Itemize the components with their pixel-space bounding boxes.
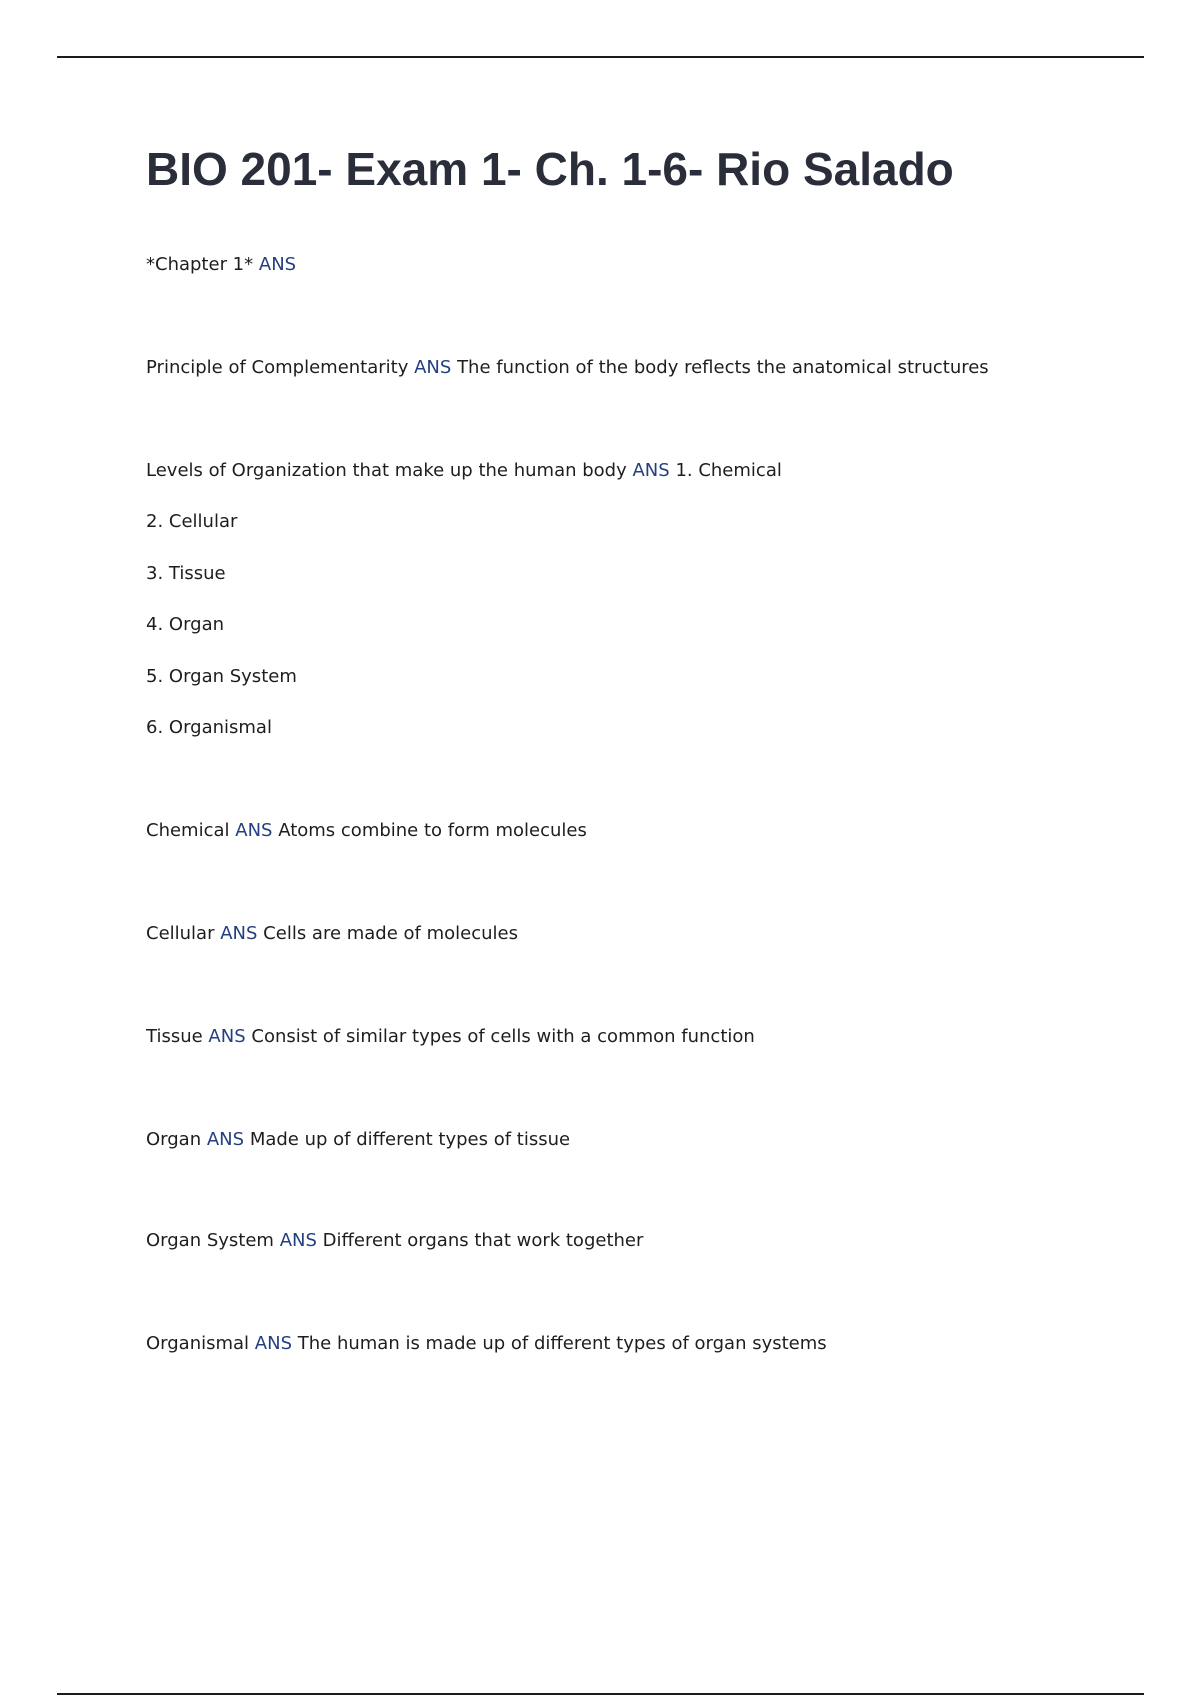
ans-label: ANS [632, 460, 670, 481]
entry-term: Cellular [146, 923, 215, 944]
ans-label: ANS [414, 357, 452, 378]
entry-cellular [146, 922, 518, 946]
page-title: BIO 201- Exam 1- Ch. 1-6- Rio Salado [146, 143, 954, 195]
entry-term: Chemical [146, 820, 230, 841]
entry-term: Organismal [146, 1333, 250, 1354]
chapter-heading: *Chapter 1* [146, 254, 254, 275]
ans-label: ANS [208, 1026, 246, 1047]
entry-answer: Made up of different types of tissue [249, 1129, 571, 1150]
entry-organ [146, 1128, 570, 1152]
entry-term: Tissue [146, 1026, 203, 1047]
entry-principle-of-complementarity [146, 356, 989, 380]
chapter-heading-line [146, 253, 296, 277]
entry-term: Organ [146, 1129, 202, 1150]
list-item: 4. Organ [146, 614, 225, 635]
ans-label: ANS [235, 820, 273, 841]
list-item: 3. Tissue [146, 563, 226, 584]
ans-label: ANS [220, 923, 258, 944]
entry-levels-of-organization [146, 459, 782, 483]
ans-label: ANS [206, 1129, 245, 1150]
entry-answer: Atoms combine to form molecules [278, 820, 587, 841]
entry-chemical [146, 819, 587, 843]
entry-answer: 1. Chemical [675, 460, 782, 481]
entry-organismal [146, 1332, 827, 1356]
entry-tissue [146, 1025, 755, 1049]
entry-answer: Cells are made of molecules [263, 923, 518, 944]
ans-label: ANS [258, 254, 297, 275]
entry-answer: The human is made up of different types of organ systems [297, 1333, 827, 1354]
top-rule [57, 56, 1144, 58]
entry-answer: Consist of similar types of cells with a common function [251, 1026, 755, 1047]
bottom-rule [57, 1693, 1144, 1695]
entry-term: Organ System [146, 1230, 274, 1251]
ans-label: ANS [279, 1230, 317, 1251]
list-item: 5. Organ System [146, 666, 297, 687]
entry-organ-system [146, 1229, 643, 1253]
ans-label: ANS [254, 1333, 293, 1354]
list-item: 6. Organismal [146, 717, 272, 738]
entry-answer: Different organs that work together [322, 1230, 644, 1251]
entry-answer: The function of the body reflects the anatomical structures [457, 357, 989, 378]
list-item: 2. Cellular [146, 511, 238, 532]
entry-term: Principle of Complementarity [146, 357, 409, 378]
entry-term: Levels of Organization that make up the human body [146, 460, 627, 481]
